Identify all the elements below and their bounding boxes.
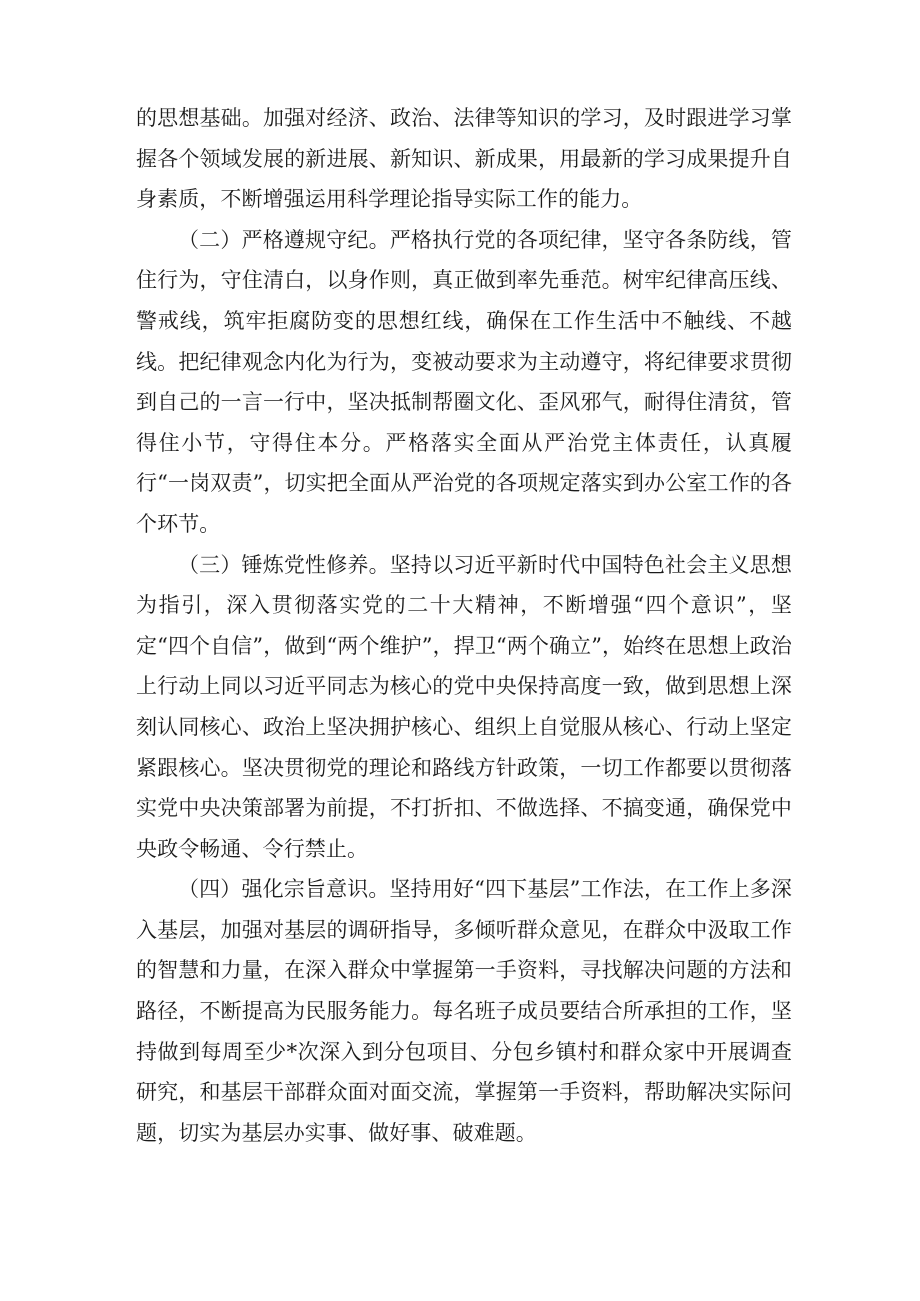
paragraph-party-spirit: （三）锤炼党性修养。坚持以习近平新时代中国特色社会主义思想为指引，深入贯彻落实党的二十大精神，不断增强“四个意识”，坚定“四个自信”，做到“两个维护”，捍卫“两个确立”，始终在思想上政治上行动上同以习近平同志为核心的党中央保持高度一致，做到思想上深刻认同核心、政治上坚决拥护核心、组织上自觉服从核心、行动上坚定紧跟核心。坚决贯彻党的理论和路线方针政策，一切工作都要以贯彻落实党中央决策部署为前提，不打折扣、不做选择、不搞变通，确保党中央政令畅通、令行禁止。 <box>136 552 792 861</box>
paragraph-purpose-awareness: （四）强化宗旨意识。坚持用好“四下基层”工作法，在工作上多深入基层，加强对基层的调研指导，多倾听群众意见，在群众中汲取工作的智慧和力量，在深入群众中掌握第一手资料，寻找解决问题的方法和路径，不断提高为民服务能力。每名班子成员要结合所承担的工作，坚持做到每周至少*次深入到分包项目、分包乡镇村和群众家中开展调查研究，和基层干部群众面对面交流，掌握第一手资料，帮助解决实际问题，切实为基层办实事、做好事、破难题。 <box>136 877 792 1145</box>
paragraph-continuation: 的思想基础。加强对经济、政治、法律等知识的学习，及时跟进学习掌握各个领域发展的新进展、新知识、新成果，用最新的学习成果提升自身素质，不断增强运用科学理论指导实际工作的能力。 <box>136 106 792 212</box>
paragraph-discipline: （二）严格遵规守纪。严格执行党的各项纪律，坚守各条防线，管住行为，守住清白，以身作则，真正做到率先垂范。树牢纪律高压线、警戒线，筑牢拒腐防变的思想红线，确保在工作生活中不触线、不越线。把纪律观念内化为行为，变被动要求为主动遵守，将纪律要求贯彻到自己的一言一行中，坚决抵制帮圈文化、歪风邪气，耐得住清贫，管得住小节，守得住本分。严格落实全面从严治党主体责任，认真履行“一岗双责”，切实把全面从严治党的各项规定落实到办公室工作的各个环节。 <box>136 227 792 536</box>
document-body <box>136 98 792 1153</box>
